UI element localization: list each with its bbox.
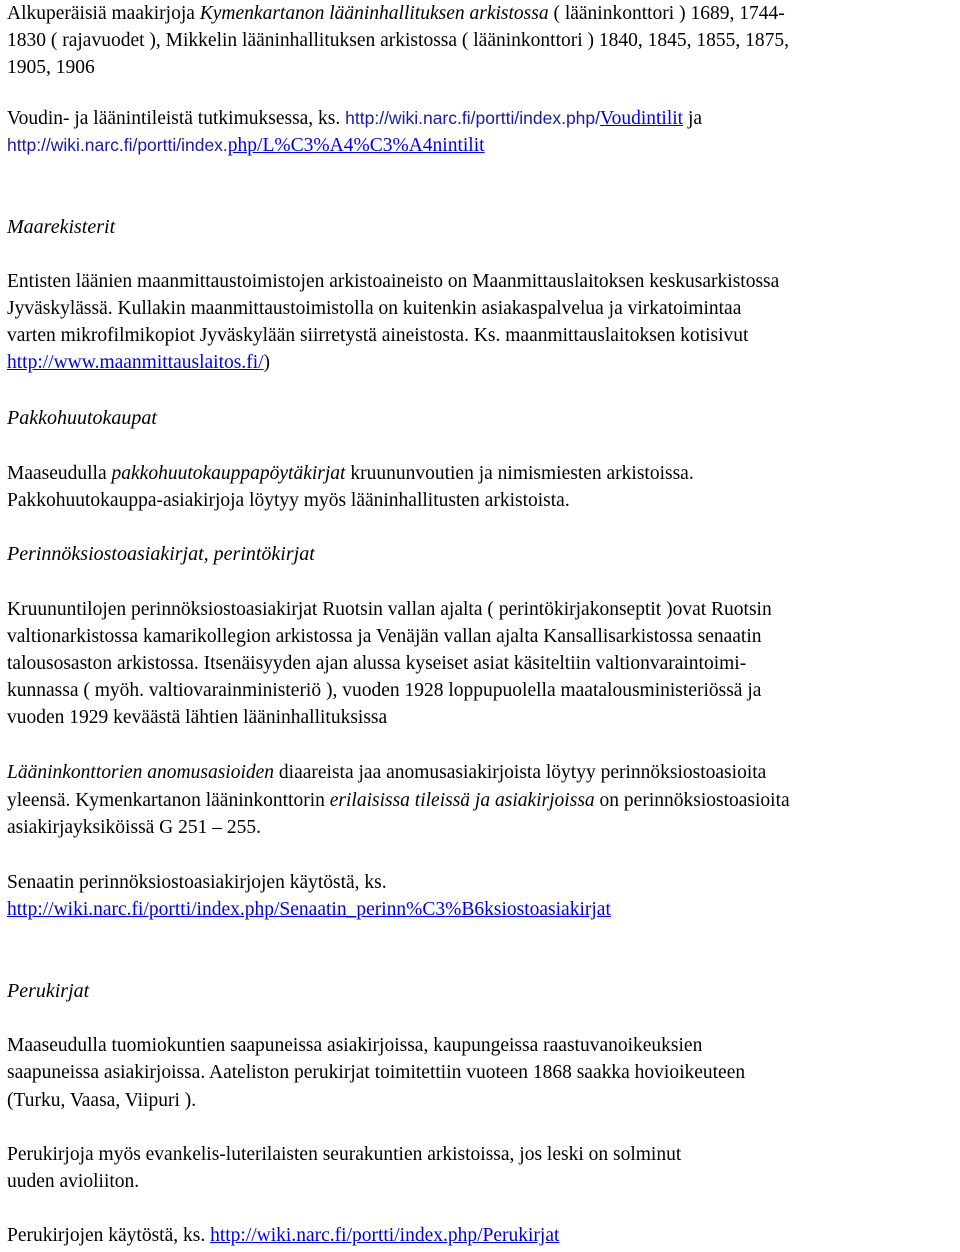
laanintilit-link-part-1[interactable]: http://wiki.narc.fi/portti/index.: [7, 135, 228, 155]
perukirjat-line-3: (Turku, Vaasa, Viipuri ).: [7, 1090, 197, 1111]
pakko-text: kruununvoutien ja nimismiesten arkistoissa.: [345, 463, 694, 484]
senaatti-line-2: [7, 896, 611, 923]
perinnoksiosto-line-4: kunnassa ( myöh. valtiovarainministeriö ), vuoden 1928 loppupuolella maatalousministeriössä ja: [7, 680, 762, 701]
voudit-text: Voudin- ja läänintileistä tutkimuksessa, ks.: [7, 108, 346, 129]
voudit-line-1: [7, 105, 702, 132]
perinnoksiosto-line-2: valtionarkistossa kamarikollegion arkistossa ja Venäjän vallan ajalta Kansallisarkistossa senaatin: [7, 626, 762, 647]
maanmittauslaitos-link[interactable]: http://www.maanmittauslaitos.fi/: [7, 352, 264, 373]
anomus-text: diaareista jaa anomusasiakirjoista löytyy perinnöksiostoasioita: [274, 762, 767, 783]
intro-text: Alkuperäisiä maakirjoja: [7, 3, 200, 24]
perukirjat-p2-line-1: Perukirjoja myös evankelis-luterilaisten seurakuntien arkistoissa, jos leski on solminut: [7, 1144, 682, 1165]
perinnoksiosto-line-1: Kruununtilojen perinnöksiostoasiakirjat Ruotsin vallan ajalta ( perintökirjakonseptit )ovat Ruotsin: [7, 599, 772, 620]
heading-pakkohuutokaupat: Pakkohuutokaupat: [7, 407, 157, 429]
perukirjat-ref-text: Perukirjojen käytöstä, ks.: [7, 1225, 211, 1246]
maarekisterit-line-1: Entisten läänien maanmittaustoimistojen arkistoaineisto on Maanmittauslaitoksen keskusarkistossa: [7, 271, 780, 292]
intro-line-1: [7, 0, 785, 27]
intro-line-3: 1905, 1906: [7, 57, 95, 78]
anomus-italic: erilaisissa tileissä ja asiakirjoissa: [329, 790, 595, 811]
voudit-line-2: [7, 132, 485, 159]
pakkohuutokaupat-line-2: Pakkohuutokauppa-asiakirjoja löytyy myös lääninhallitusten arkistoista.: [7, 490, 570, 511]
intro-archive-italic: Kymenkartanon lääninhallituksen arkistossa: [199, 3, 549, 24]
maarekisterit-line-4: [7, 349, 270, 376]
laanintilit-link-part-2[interactable]: php/L%C3%A4%C3%A4nintilit: [227, 135, 485, 156]
perukirjat-line-2: saapuneissa asiakirjoissa. Aateliston perukirjat toimitettiin vuoteen 1868 saakka hovioikeuteen: [7, 1062, 746, 1083]
anomus-text: yleensä. Kymenkartanon lääninkonttorin: [7, 790, 330, 811]
anomus-italic: Lääninkonttorien anomusasioiden: [7, 762, 275, 783]
voudit-ja: ja: [683, 108, 703, 129]
pakko-text: Maaseudulla: [7, 463, 112, 484]
maarekisterit-line-2: Jyväskylässä. Kullakin maanmittaustoimistolla on kuitenkin asiakaspalvelua ja virkatoimintaa: [7, 298, 742, 319]
anomus-line-2: [7, 787, 790, 814]
pakkohuutokaupat-line-1: [7, 460, 694, 487]
heading-perukirjat: Perukirjat: [7, 980, 90, 1002]
senaatti-line-1: Senaatin perinnöksiostoasiakirjojen käytöstä, ks.: [7, 872, 387, 893]
heading-perinnoksiosto: Perinnöksiostoasiakirjat, perintökirjat: [7, 543, 315, 565]
perukirjat-line-1: Maaseudulla tuomiokuntien saapuneissa asiakirjoissa, kaupungeissa raastuvanoikeuksien: [7, 1035, 703, 1056]
perukirjat-p3-line: [7, 1222, 559, 1249]
voudintilit-link-part-2[interactable]: Voudintilit: [600, 108, 684, 129]
perukirjat-link[interactable]: http://wiki.narc.fi/portti/index.php/Perukirjat: [210, 1225, 560, 1246]
perinnoksiosto-line-5: vuoden 1929 keväästä lähtien lääninhallituksissa: [7, 707, 388, 728]
anomus-line-1: [7, 759, 766, 786]
voudintilit-link-part-1[interactable]: http://wiki.narc.fi/portti/index.php/: [345, 108, 600, 128]
senaatin-perinnoksiosto-link[interactable]: http://wiki.narc.fi/portti/index.php/Senaatin_perinn%C3%B6ksiostoasiakirjat: [7, 899, 611, 920]
closing-paren: ): [263, 352, 271, 373]
anomus-text: on perinnöksiostoasioita: [594, 790, 790, 811]
heading-maarekisterit: Maarekisterit: [7, 216, 116, 238]
pakko-italic: pakkohuutokauppapöytäkirjat: [111, 463, 346, 484]
intro-line-2: 1830 ( rajavuodet ), Mikkelin lääninhallituksen arkistossa ( lääninkonttori ) 1840, 1845, 1855, 1875,: [7, 30, 790, 51]
anomus-line-3: asiakirjayksiköissä G 251 – 255.: [7, 817, 262, 838]
intro-text: ( lääninkonttori ) 1689, 1744-: [548, 3, 785, 24]
perinnoksiosto-line-3: talousosaston arkistossa. Itsenäisyyden ajan alussa kyseiset asiat käsiteltiin valtionvaraintoimi-: [7, 653, 747, 674]
perukirjat-p2-line-2: uuden avioliiton.: [7, 1171, 140, 1192]
maarekisterit-line-3: varten mikrofilmikopiot Jyväskylään siirretystä aineistosta. Ks. maanmittauslaitoksen kotisivut: [7, 325, 749, 346]
